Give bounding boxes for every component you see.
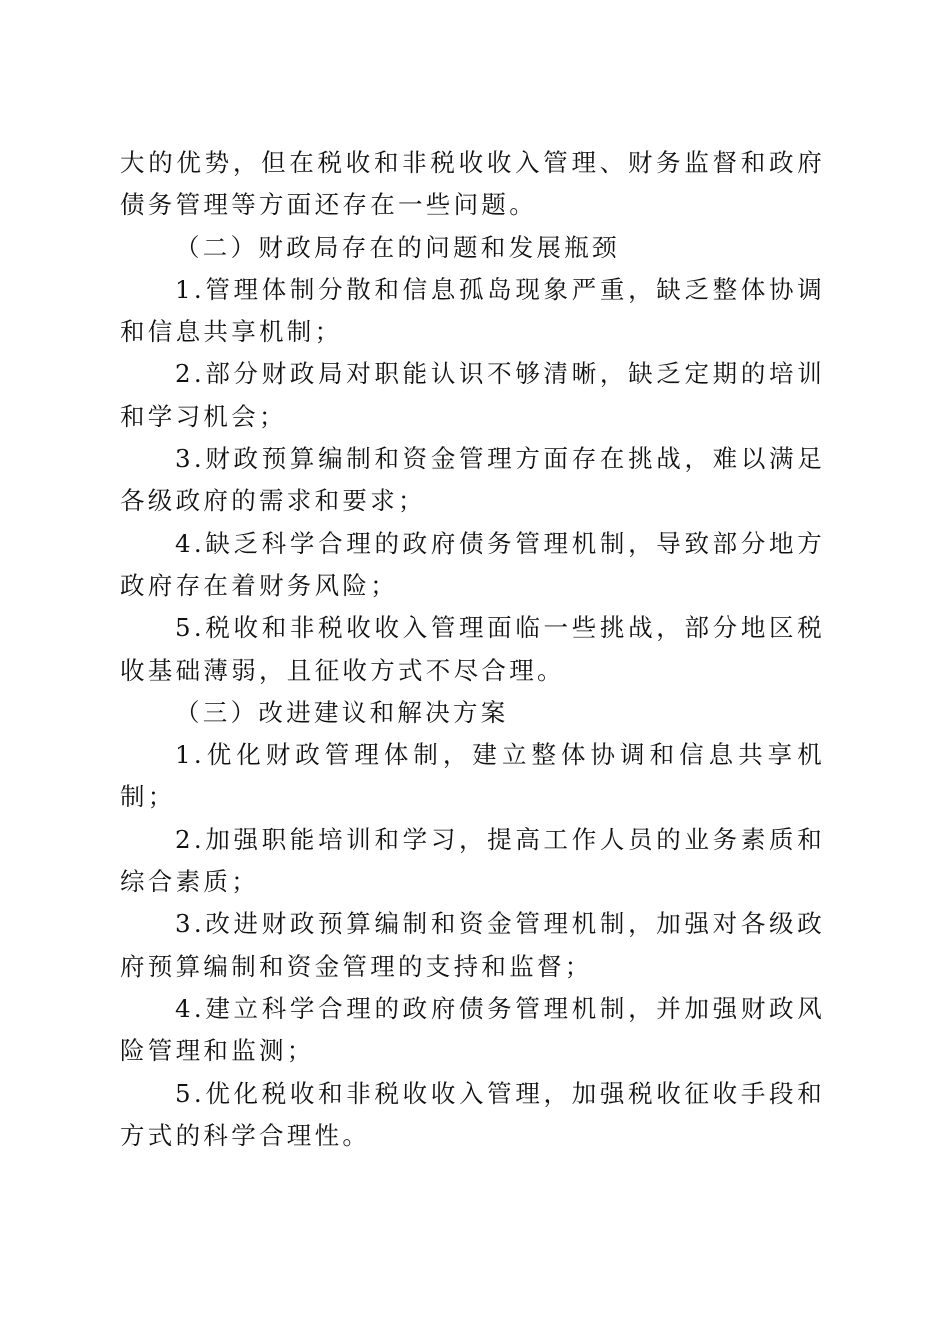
paragraph-continuation: 大的优势，但在税收和非税收收入管理、财务监督和政府债务管理等方面还存在一些问题。 (120, 148, 825, 220)
document-body (120, 142, 825, 1157)
suggestion-item-3: 3.改进财政预算编制和资金管理机制，加强对各级政府预算编制和资金管理的支持和监督； (120, 909, 825, 981)
problem-item-4: 4.缺乏科学合理的政府债务管理机制，导致部分地方政府存在着财务风险； (120, 528, 825, 600)
section-heading-2: （二）财政局存在的问题和发展瓶颈 (175, 232, 620, 262)
problem-item-3: 3.财政预算编制和资金管理方面存在挑战，难以满足各级政府的需求和要求； (120, 444, 825, 516)
problem-item-1: 1.管理体制分散和信息孤岛现象严重，缺乏整体协调和信息共享机制； (120, 274, 825, 347)
problem-item-2: 2.部分财政局对职能认识不够清晰，缺乏定期的培训和学习机会； (120, 359, 825, 431)
suggestion-item-5: 5.优化税收和非税收收入管理，加强税收征收手段和方式的科学合理性。 (120, 1078, 825, 1150)
problem-item-5: 5.税收和非税收收入管理面临一些挑战，部分地区税收基础薄弱，且征收方式不尽合理。 (120, 613, 825, 685)
suggestion-item-4: 4.建立科学合理的政府债务管理机制，并加强财政风险管理和监测； (120, 993, 825, 1066)
suggestion-item-2: 2.加强职能培训和学习，提高工作人员的业务素质和综合素质； (120, 824, 825, 897)
suggestion-item-1: 1.优化财政管理体制，建立整体协调和信息共享机制； (120, 740, 825, 812)
section-heading-3: （三）改进建议和解决方案 (175, 697, 509, 727)
